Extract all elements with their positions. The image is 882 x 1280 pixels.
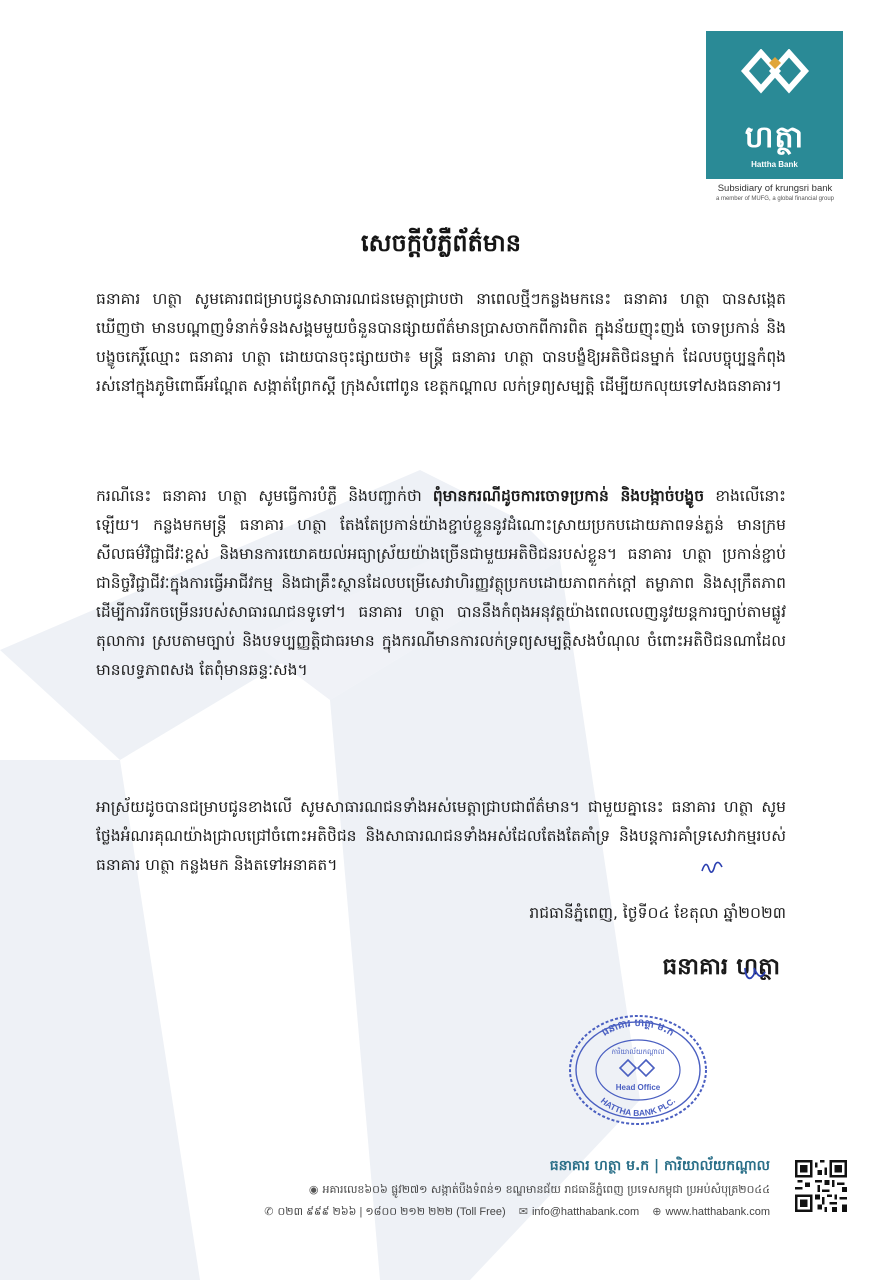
stamp-diamond-icon [620, 1060, 654, 1076]
footer-office: ធនាគារ ហត្ថា ម.ក | ការិយាល័យកណ្តាល [549, 1158, 770, 1174]
hattha-bank-logo [706, 31, 843, 179]
logo-wordmark: ហត្ថា [744, 120, 805, 155]
logo-subtext: Hattha Bank [751, 160, 798, 169]
footer-email[interactable]: info@hatthabank.com [531, 1206, 640, 1218]
official-stamp [566, 1010, 710, 1128]
footer-address [200, 1183, 770, 1199]
paragraph-2 [96, 482, 786, 685]
footer-address-text: អគារលេខ៦០៦ ផ្លូវ២៧១ សង្កាត់បឹងទំពន់១ ខណ្ឌមានជ័យ រាជធានីភ្នំពេញ ប្រទេសកម្ពុជា ប្រអប់សំបុត្រ២០៤៤ [322, 1183, 770, 1196]
svg-text:HATTHA BANK PLC. [599, 1096, 677, 1119]
signature-name: ធនាគារ ហត្ថា [662, 954, 780, 980]
signature-initial-icon [742, 962, 768, 984]
stamp-inner-text: ការិយាល័យកណ្តាល [611, 1048, 665, 1056]
stamp-bottom-text: HATTHA BANK PLC. [598, 1095, 678, 1119]
member-line: a member of MUFG, a global financial group [715, 196, 835, 202]
stamp-top-text: ធនាគារ ហត្ថា ម.ក [600, 1017, 676, 1039]
paragraph-2-intro: ករណីនេះ ធនាគារ ហត្ថា សូមធ្វើការបំភ្លឺ និងបញ្ជាក់ថា [96, 487, 433, 505]
date-line: រាជធានីភ្នំពេញ, ថ្ងៃទី០៤ ខែតុលា ឆ្នាំ២០២៣ [529, 904, 786, 922]
subsidiary-line: Subsidiary of krungsri bank [717, 183, 833, 194]
handwritten-initial-icon [700, 857, 724, 877]
paragraph-2-bold: ពុំមានករណីដូចការចោទប្រកាន់ និងបង្កាច់បង្ខូច [432, 487, 705, 505]
diamond-logo-icon [731, 49, 819, 115]
paragraph-1: ធនាគារ ហត្ថា សូមគោរពជម្រាបជូនសាធារណជនមេត្តាជ្រាបថា នាពេលថ្មីៗកន្លងមកនេះ ធនាគារ ហត្ថា បានសង្កេតឃើញថា មានបណ្តាញទំនាក់ទំនងសង្គមមួយចំនួនបានផ្សាយព័ត៌មានប្រាសចាកពីការពិត ក្នុងន័យញុះញង់ ចោទប្រកាន់ និងបង្ខូចកេរ្តិ៍ឈ្មោះ ធនាគារ ហត្ថា ដោយបានចុះផ្សាយថា៖ មន្ត្រី ធនាគារ ហត្ថា បានបង្ខំឱ្យអតិថិជនម្នាក់ ដែលបច្ចុប្បន្នកំពុងរស់នៅក្នុងភូមិពោធិ៍អណ្តែត សង្កាត់ព្រែកស្តី ក្រុងសំពៅពូន ខេត្តកណ្តាល លក់ទ្រព្យសម្បត្តិ ដើម្បីយកលុយទៅសងធនាគារ។ [96, 290, 786, 395]
footer-contacts [200, 1205, 770, 1221]
paragraph-2-rest: ខាងលើនោះឡើយ។ កន្លងមកមន្ត្រី ធនាគារ ហត្ថា តែងតែប្រកាន់យ៉ាងខ្ជាប់ខ្ជួននូវដំណោះស្រាយប្រកបដោយភាពទន់ភ្លន់ មានក្រមសីលធម៌វិជ្ជាជីវៈខ្ពស់ និងមានការយោគយល់អធ្យាស្រ័យយ៉ាងច្រើនជាមួយអតិថិជនរបស់ខ្លួន។ ធនាគារ ហត្ថា ប្រកាន់ខ្ជាប់ជានិច្ចវិជ្ជាជីវៈក្នុងការធ្វើអាជីវកម្ម និងជាគ្រឹះស្ថានដែលបម្រើសេវាហិរញ្ញវត្ថុប្រកបដោយភាពកក់ក្តៅ តម្លាភាព និងសុក្រឹតភាព ដើម្បីការរីកចម្រើនរបស់សាធារណជនទូទៅ។ ធនាគារ ហត្ថា បាននឹងកំពុងអនុវត្តយ៉ាងពេលលេញនូវយន្តការច្បាប់តាមផ្លូវតុលាការ ស្របតាមច្បាប់ និងបទប្បញ្ញត្តិជាធរមាន ក្នុងករណីមានការលក់ទ្រព្យសម្បត្តិសងបំណុល ចំពោះអតិថិជនណាដែលមានលទ្ធភាពសង តែពុំមានឆន្ទៈសង។ [96, 487, 786, 679]
document-title: សេចក្តីបំភ្លឺព័ត៌មាន [361, 229, 521, 257]
phone-icon: ✆ [264, 1206, 274, 1218]
location-pin-icon: ◉ [308, 1183, 319, 1196]
qr-code[interactable] [795, 1160, 847, 1212]
globe-icon: ⊕ [652, 1206, 662, 1218]
footer-website[interactable]: www.hatthabank.com [665, 1206, 770, 1218]
paragraph-3: អាស្រ័យដូចបានជម្រាបជូនខាងលើ សូមសាធារណជនទាំងអស់មេត្តាជ្រាបជាព័ត៌មាន។ ជាមួយគ្នានេះ ធនាគារ ហត្ថា សូមថ្លែងអំណរគុណយ៉ាងជ្រាលជ្រៅចំពោះអតិថិជន និងសាធារណជនទាំងអស់ដែលតែងតែគាំទ្រ និងបន្តការគាំទ្រសេវាកម្មរបស់ ធនាគារ ហត្ថា កន្លងមក និងតទៅអនាគត។ [96, 798, 786, 874]
footer-phone: ០២៣ ៩៩៩ ២៦៦ | ១៨០០ ២១២ ២២២ (Toll Free) [277, 1206, 506, 1218]
email-icon: ✉ [518, 1206, 528, 1218]
stamp-head-office: Head Office [615, 1083, 661, 1092]
